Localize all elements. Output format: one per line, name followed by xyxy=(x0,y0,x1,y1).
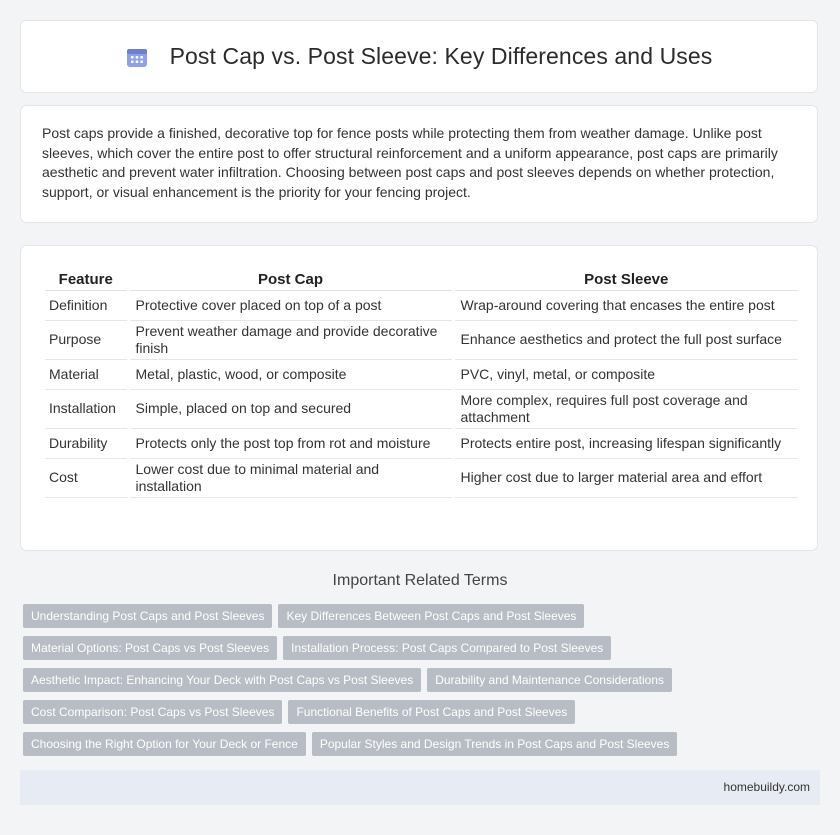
post-cap-cell: Metal, plastic, wood, or composite xyxy=(128,360,453,390)
feature-cell: Definition xyxy=(45,291,128,321)
table-row xyxy=(45,390,798,429)
related-term-link[interactable]: Choosing the Right Option for Your Deck or Fence xyxy=(23,732,306,756)
related-term-link[interactable]: Key Differences Between Post Caps and Post Sleeves xyxy=(278,604,584,628)
post-cap-cell: Simple, placed on top and secured xyxy=(128,390,453,429)
comparison-card xyxy=(20,245,818,551)
related-terms-heading: Important Related Terms xyxy=(332,572,508,589)
feature-cell: Purpose xyxy=(45,321,128,360)
related-term-link[interactable]: Installation Process: Post Caps Compared to Post Sleeves xyxy=(283,636,611,660)
feature-cell: Cost xyxy=(45,459,128,498)
title-card xyxy=(20,20,818,93)
post-cap-cell: Protective cover placed on top of a post xyxy=(128,291,453,321)
post-sleeve-cell: Higher cost due to larger material area and effort xyxy=(453,459,798,498)
comparison-table xyxy=(45,266,798,498)
table-row xyxy=(45,360,798,390)
header-post-sleeve: Post Sleeve xyxy=(453,266,798,291)
feature-cell: Durability xyxy=(45,429,128,459)
table-row xyxy=(45,429,798,459)
building-icon xyxy=(126,46,148,68)
related-term-link[interactable]: Durability and Maintenance Considerations xyxy=(427,668,672,692)
table-row xyxy=(45,321,798,360)
post-sleeve-cell: More complex, requires full post coverage and attachment xyxy=(453,390,798,429)
intro-card xyxy=(20,105,818,223)
table-row xyxy=(45,291,798,321)
header-post-cap: Post Cap xyxy=(128,266,453,291)
related-term-link[interactable]: Functional Benefits of Post Caps and Post Sleeves xyxy=(288,700,575,724)
post-cap-cell: Protects only the post top from rot and moisture xyxy=(128,429,453,459)
post-cap-cell: Prevent weather damage and provide decorative finish xyxy=(128,321,453,360)
related-term-link[interactable]: Understanding Post Caps and Post Sleeves xyxy=(23,604,272,628)
header-feature: Feature xyxy=(45,266,128,291)
post-sleeve-cell: PVC, vinyl, metal, or composite xyxy=(453,360,798,390)
related-term-link[interactable]: Material Options: Post Caps vs Post Sleeves xyxy=(23,636,277,660)
related-term-link[interactable]: Popular Styles and Design Trends in Post Caps and Post Sleeves xyxy=(312,732,678,756)
post-sleeve-cell: Enhance aesthetics and protect the full post surface xyxy=(453,321,798,360)
feature-cell: Material xyxy=(45,360,128,390)
table-row xyxy=(45,459,798,498)
related-term-link[interactable]: Cost Comparison: Post Caps vs Post Sleeves xyxy=(23,700,282,724)
post-sleeve-cell: Protects entire post, increasing lifespan significantly xyxy=(453,429,798,459)
footer xyxy=(20,770,820,805)
related-term-link[interactable]: Aesthetic Impact: Enhancing Your Deck with Post Caps vs Post Sleeves xyxy=(23,668,421,692)
footer-site-link[interactable]: homebuildy.com xyxy=(723,780,810,794)
post-sleeve-cell: Wrap-around covering that encases the entire post xyxy=(453,291,798,321)
post-cap-cell: Lower cost due to minimal material and installation xyxy=(128,459,453,498)
intro-paragraph: Post caps provide a finished, decorative top for fence posts while protecting them from weather damage. Unlike post sleeves, which cover the entire post to offer structural reinforcement and a uniform appearance, post caps are primarily aesthetic and prevent water infiltration. Choosing between post caps and post sleeves depends on whether protection, support, or visual enhancement is the priority for your fencing project. xyxy=(42,125,778,200)
page-title: Post Cap vs. Post Sleeve: Key Differences and Uses xyxy=(169,43,713,69)
feature-cell: Installation xyxy=(45,390,128,429)
related-terms-list xyxy=(23,604,803,764)
